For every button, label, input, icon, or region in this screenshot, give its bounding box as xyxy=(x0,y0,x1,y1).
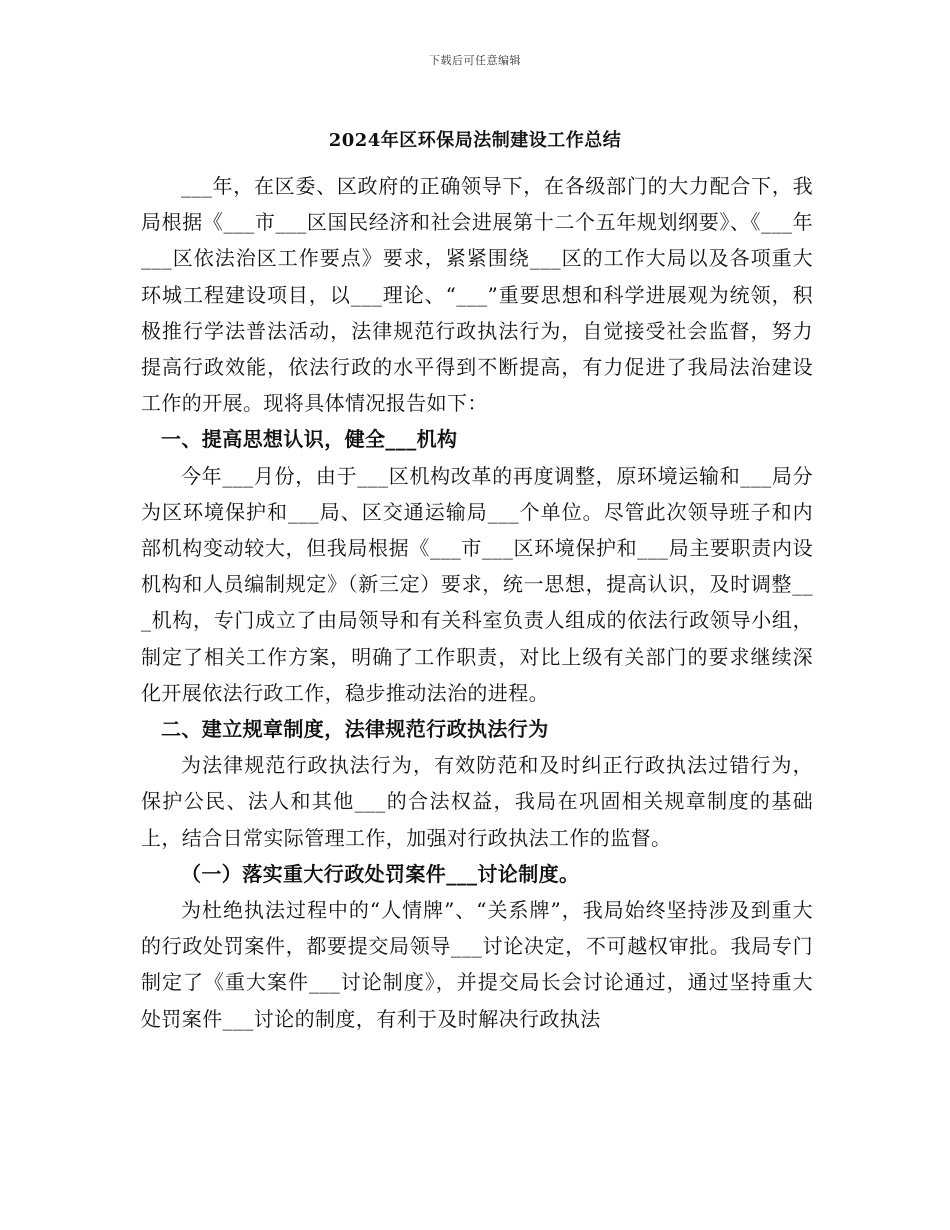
sub-heading-1: （一）落实重大行政处罚案件___讨论制度。 xyxy=(181,861,580,886)
section-heading-2: 二、建立规章制度，法律规范行政执法行为 xyxy=(161,717,549,742)
paragraph-sub-1: 为杜绝执法过程中的“人情牌”、“关系牌”，我局始终坚持涉及到重大的行政处罚案件，都要提交局领导___讨论决定，不可越权审批。我局专门制定了《重大案件___讨论制度》，并提交局长会讨论通过，通过坚持重大处罚案件___讨论的制度，有利于及时解决行政执法 xyxy=(141,898,813,1031)
paragraph-section-2: 为法律规范行政执法行为，有效防范和及时纠正行政执法过错行为，保护公民、法人和其他___的合法权益，我局在巩固相关规章制度的基础上，结合日常实际管理工作，加强对行政执法工作的监督。 xyxy=(141,753,813,850)
paragraph-intro: ___年，在区委、区政府的正确领导下，在各级部门的大力配合下，我局根据《___市___区国民经济和社会进展第十二个五年规划纲要》、《___年___区依法治区工作要点》要求，紧紧围绕___区的工作大局以及各项重大环城工程建设项目，以___理论、“___”重要思想和科学进展观为统领，积极推行学法普法活动，法律规范行政执法行为，自觉接受社会监督，努力提高行政效能，依法行政的水平得到不断提高，有力促进了我局法治建设工作的开展。现将具体情况报告如下： xyxy=(141,174,813,416)
document-title: 2024年区环保局法制建设工作总结 xyxy=(328,130,622,151)
paragraph-section-1: 今年___月份，由于___区机构改革的再度调整，原环境运输和___局分为区环境保护和___局、区交通运输局___个单位。尽管此次领导班子和内部机构变动较大，但我局根据《___市___区环境保护和___局主要职责内设机构和人员编制规定》（新三定）要求，统一思想，提高认识，及时调整___机构，专门成立了由局领导和有关科室负责人组成的依法行政领导小组，制定了相关工作方案，明确了工作职责，对比上级有关部门的要求继续深化开展依法行政工作，稳步推动法治的进程。 xyxy=(141,463,813,705)
header-note: 下载后可任意编辑 xyxy=(429,54,521,67)
document-body xyxy=(141,168,813,1037)
section-heading-1: 一、提高思想认识，健全___机构 xyxy=(161,427,458,452)
